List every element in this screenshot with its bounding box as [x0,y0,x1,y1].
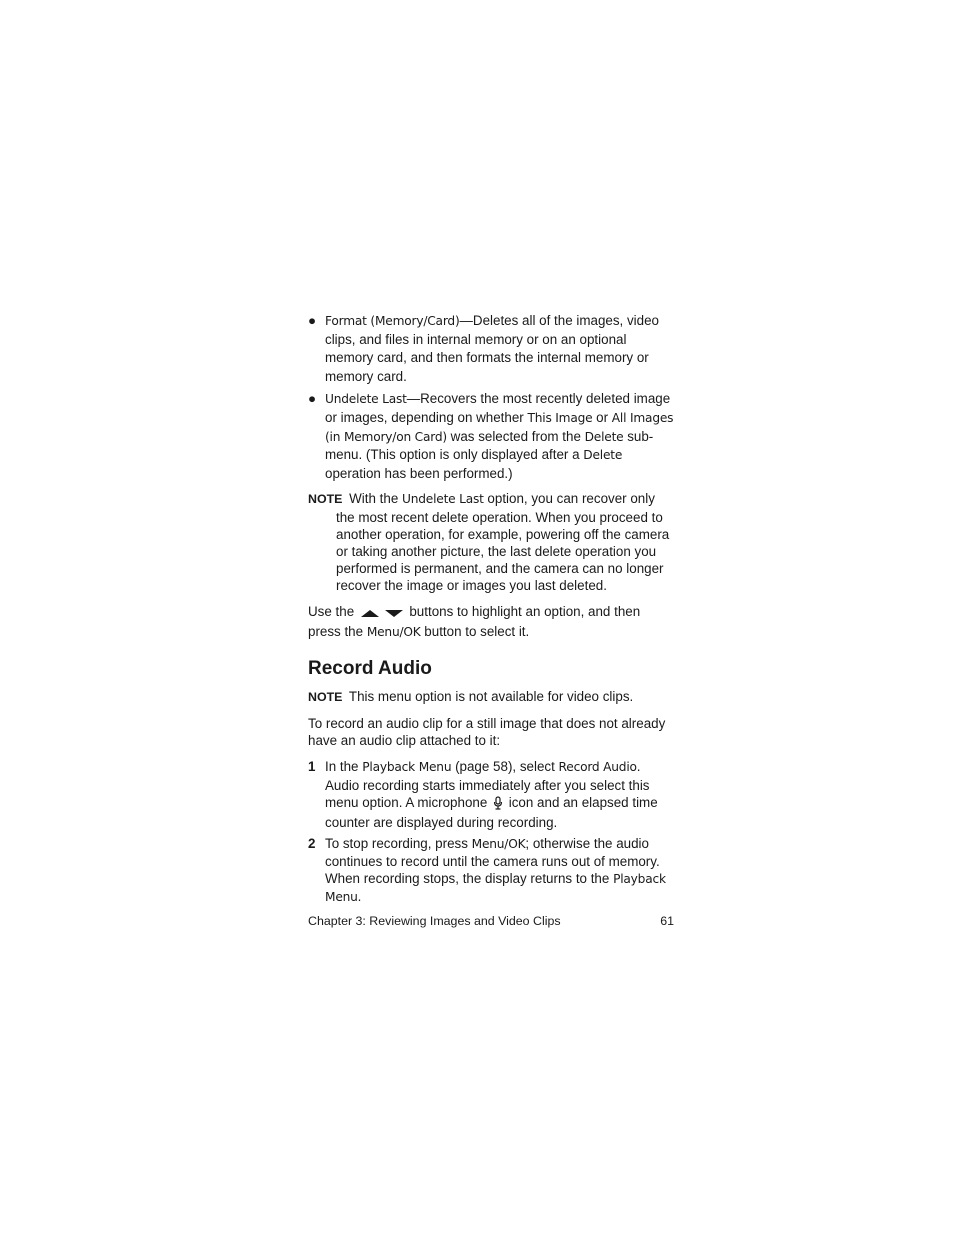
note-label: NOTE [308,492,343,507]
ui-term: Delete [584,429,624,444]
para-text: Use the [308,603,355,619]
ui-term: Playback Menu [362,760,452,775]
step-text: . Audio recording starts immediately after you select this menu option. A microphone [325,759,650,810]
step-number: 2 [308,835,316,851]
step-number: 1 [308,759,316,775]
note-text: This menu option is not available for video clips. [348,688,634,704]
step-text: icon and an elapsed time counter are displayed during recording. [325,794,658,831]
note-text: With the [349,491,402,507]
term-format: Format (Memory/Card) [325,314,460,328]
note-text: option, you can recover only the most recent delete operation. When you proceed to another operation, for example, powering off the camera or taking another picture, the last delete operation you performed is permanent, and the camera can no longer recover the image or images you last deleted. [336,491,670,594]
note-video [308,688,674,706]
ui-term: Delete [583,448,623,463]
bullet-text: sub-menu. (This option is only displayed after a [325,428,654,463]
note-undelete [308,490,674,594]
step-text: (page 58), select [451,759,559,775]
use-buttons-paragraph [308,603,674,641]
up-arrow-icon [360,608,380,618]
intro-paragraph: To record an audio clip for a still image that does not already have an audio clip attached to it: [308,715,666,749]
bullet-item-format [308,312,674,386]
bullet-text: was selected from the [446,428,585,444]
bullet-text: —Deletes all of the images, video clips, and files in internal memory or on an optional memory card, and then formats the internal memory or memory card. [325,313,659,384]
note-label: NOTE [308,689,343,704]
page-content [308,312,674,907]
bullet-icon: ● [308,391,317,407]
ui-term: Playback Menu [325,872,666,905]
step-text: . [357,889,362,905]
step-text: In the [325,759,363,775]
step-2 [308,835,674,907]
bullet-text: —Recovers the most recently deleted image or images, depending on whether [325,391,671,425]
ui-term: Undelete Last [402,492,484,507]
microphone-icon [493,796,503,810]
step-text: ; otherwise the audio continues to record until the camera runs out of memory. When recording stops, the display returns to the [325,835,660,887]
bullet-text: operation has been performed.) [325,465,513,481]
ui-term: This Image [527,410,593,425]
section-title: Record Audio [308,657,432,679]
down-arrow-icon [384,608,404,618]
ui-term: Menu/OK [366,624,421,639]
term-undelete: Undelete Last [325,392,407,407]
step-text: To stop recording, press [325,835,472,851]
bullet-icon: ● [308,313,317,328]
page-number: 61 [660,914,674,928]
footer-chapter: Chapter 3: Reviewing Images and Video Clips [308,914,561,928]
page-footer [308,914,674,928]
ui-term: All Images (in Memory/on Card) [325,410,674,444]
bullet-item-undelete [308,390,674,483]
ui-term: Record Audio [558,760,637,775]
ui-term: Menu/OK [471,836,526,851]
para-text: buttons to highlight an option, and then press the [308,603,641,639]
step-1 [308,758,674,831]
para-text: button to select it. [420,623,530,639]
bullet-text: or [592,409,612,425]
